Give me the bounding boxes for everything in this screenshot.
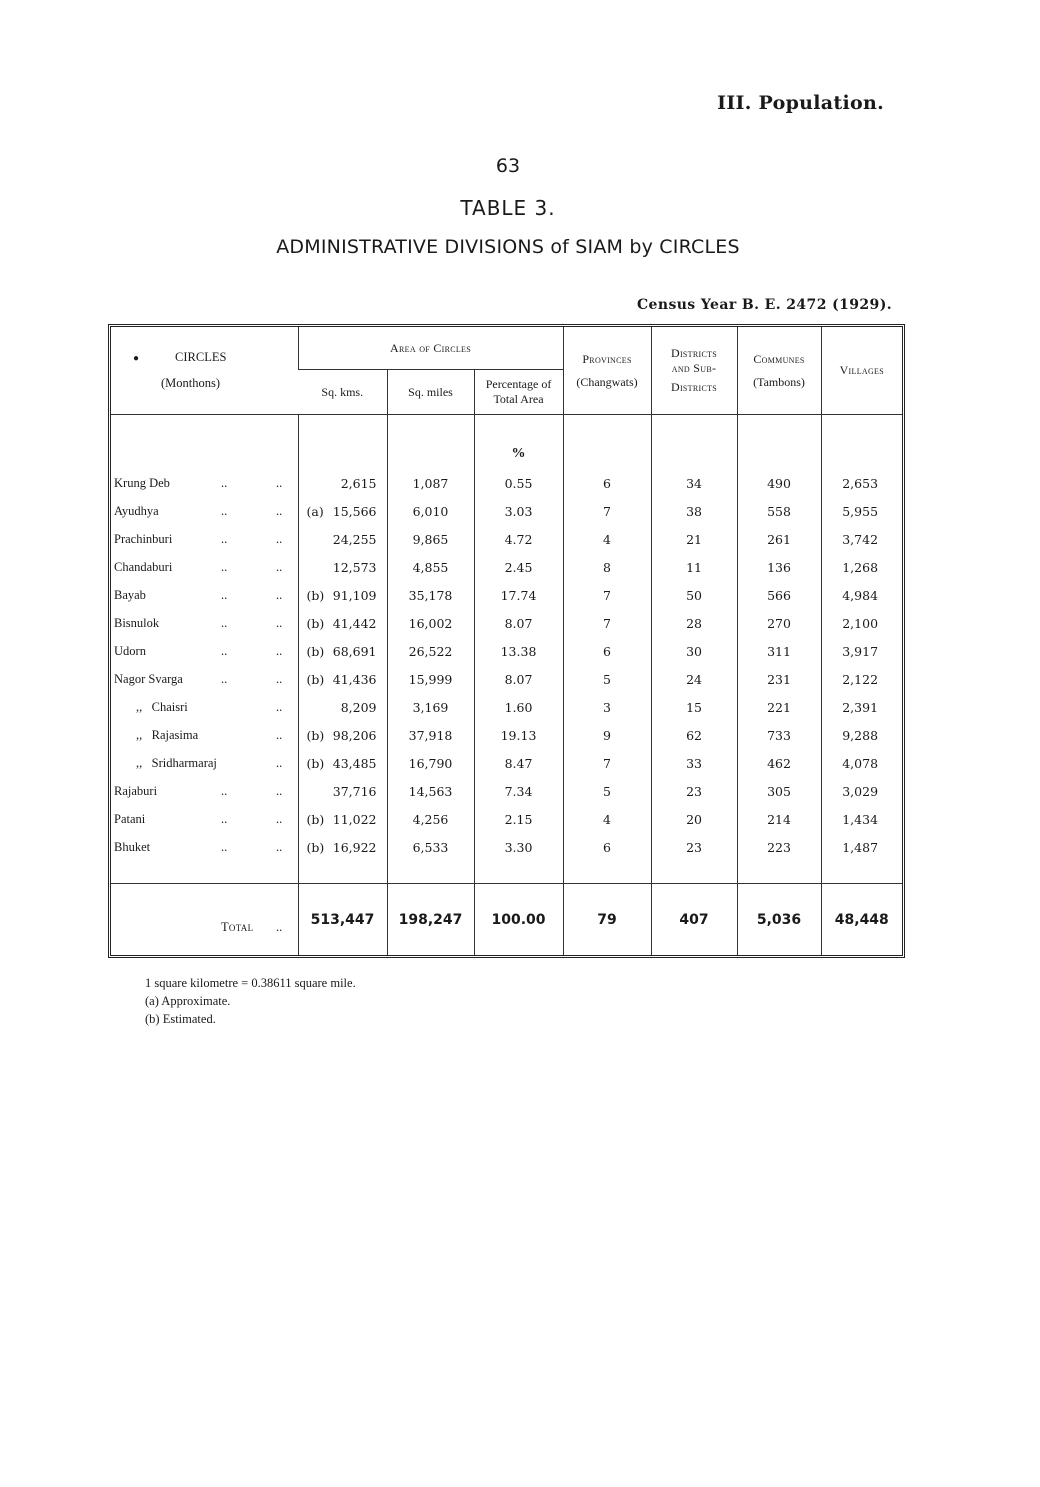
header-provinces: Provinces (Changwats) xyxy=(563,327,651,415)
footnote-conversion: 1 square kilometre = 0.38611 square mile. xyxy=(145,976,356,990)
communes-cell: 261 xyxy=(737,525,821,553)
table-row xyxy=(111,721,902,749)
districts-cell: 50 xyxy=(651,581,737,609)
communes-cell: 311 xyxy=(737,637,821,665)
provinces-cell: 3 xyxy=(563,693,651,721)
header-villages: Villages xyxy=(821,327,902,415)
page-number: 63 xyxy=(495,155,521,177)
villages-cell: 2,653 xyxy=(821,469,902,497)
percentage-cell: 0.55 xyxy=(474,469,563,497)
circle-name: Bisnulok .. .. xyxy=(114,615,283,630)
percentage-cell: 8.47 xyxy=(474,749,563,777)
districts-cell: 24 xyxy=(651,665,737,693)
table-row xyxy=(111,693,902,721)
villages-cell: 1,268 xyxy=(821,553,902,581)
sq-miles-cell: 35,178 xyxy=(387,581,474,609)
header-communes: Communes (Tambons) xyxy=(737,327,821,415)
circle-name: Krung Deb .. .. xyxy=(114,475,283,490)
sq-kms-cell: (b) 41,442 xyxy=(298,609,387,637)
header-circles: ● CIRCLES (Monthons) xyxy=(111,327,298,415)
sq-kms-cell: (b) 91,109 xyxy=(298,581,387,609)
sq-miles-cell: 4,855 xyxy=(387,553,474,581)
villages-cell: 2,100 xyxy=(821,609,902,637)
villages-cell: 2,391 xyxy=(821,693,902,721)
districts-cell: 30 xyxy=(651,637,737,665)
header-sq-miles: Sq. miles xyxy=(387,370,474,415)
sq-kms-cell: (b) 16,922 xyxy=(298,833,387,861)
header-area-group: Area of Circles xyxy=(298,327,563,370)
villages-cell: 3,742 xyxy=(821,525,902,553)
sq-kms-cell: 2,615 xyxy=(298,469,387,497)
provinces-cell: 6 xyxy=(563,469,651,497)
header-percentage: Percentage of Total Area xyxy=(474,370,563,415)
sq-miles-cell: 14,563 xyxy=(387,777,474,805)
circle-name: Chandaburi .. .. xyxy=(114,559,283,574)
provinces-cell: 7 xyxy=(563,749,651,777)
footnote-approximate: (a) Approximate. xyxy=(145,994,231,1008)
villages-cell: 9,288 xyxy=(821,721,902,749)
sq-miles-cell: 4,256 xyxy=(387,805,474,833)
communes-cell: 270 xyxy=(737,609,821,637)
header-districts: Districts and Sub- Districts xyxy=(651,327,737,415)
circle-name: Bayab .. .. xyxy=(114,587,283,602)
provinces-cell: 8 xyxy=(563,553,651,581)
sq-miles-cell: 9,865 xyxy=(387,525,474,553)
table-row xyxy=(111,665,902,693)
communes-cell: 558 xyxy=(737,497,821,525)
circle-name: Prachinburi .. .. xyxy=(114,531,283,546)
sq-kms-cell: (b) 43,485 xyxy=(298,749,387,777)
header-sq-kms: Sq. kms. xyxy=(298,370,387,415)
provinces-cell: 4 xyxy=(563,805,651,833)
provinces-cell: 7 xyxy=(563,497,651,525)
provinces-cell: 5 xyxy=(563,665,651,693)
table-title: ADMINISTRATIVE DIVISIONS of SIAM by CIRCLES xyxy=(276,236,740,258)
sq-kms-cell: 12,573 xyxy=(298,553,387,581)
total-row xyxy=(111,884,902,955)
percentage-cell: 8.07 xyxy=(474,665,563,693)
sq-kms-cell: (b) 11,022 xyxy=(298,805,387,833)
communes-cell: 490 xyxy=(737,469,821,497)
provinces-cell: 6 xyxy=(563,833,651,861)
sq-miles-cell: 16,002 xyxy=(387,609,474,637)
total-districts: 407 xyxy=(651,884,737,955)
sq-kms-cell: (a) 15,566 xyxy=(298,497,387,525)
districts-cell: 21 xyxy=(651,525,737,553)
total-communes: 5,036 xyxy=(737,884,821,955)
circle-name: Bhuket .. .. xyxy=(114,839,283,854)
villages-cell: 5,955 xyxy=(821,497,902,525)
total-sq-kms: 513,447 xyxy=(298,884,387,955)
provinces-cell: 7 xyxy=(563,609,651,637)
provinces-cell: 5 xyxy=(563,777,651,805)
percentage-cell: 4.72 xyxy=(474,525,563,553)
table-row xyxy=(111,749,902,777)
table-row xyxy=(111,525,902,553)
districts-cell: 28 xyxy=(651,609,737,637)
percentage-cell: 3.03 xyxy=(474,497,563,525)
sq-miles-cell: 6,533 xyxy=(387,833,474,861)
districts-cell: 15 xyxy=(651,693,737,721)
villages-cell: 1,434 xyxy=(821,805,902,833)
sq-kms-cell: 8,209 xyxy=(298,693,387,721)
percent-symbol: % xyxy=(474,439,563,469)
districts-cell: 34 xyxy=(651,469,737,497)
provinces-cell: 6 xyxy=(563,637,651,665)
districts-cell: 33 xyxy=(651,749,737,777)
table-row xyxy=(111,637,902,665)
districts-cell: 20 xyxy=(651,805,737,833)
table-row xyxy=(111,469,902,497)
total-sq-miles: 198,247 xyxy=(387,884,474,955)
communes-cell: 733 xyxy=(737,721,821,749)
sq-kms-cell: (b) 98,206 xyxy=(298,721,387,749)
provinces-cell: 4 xyxy=(563,525,651,553)
circle-name: Nagor Svarga .. .. xyxy=(114,671,283,686)
villages-cell: 1,487 xyxy=(821,833,902,861)
villages-cell: 3,029 xyxy=(821,777,902,805)
communes-cell: 462 xyxy=(737,749,821,777)
districts-cell: 38 xyxy=(651,497,737,525)
communes-cell: 566 xyxy=(737,581,821,609)
circle-name: ,, Chaisri .. xyxy=(136,699,283,714)
section-title: III. Population. xyxy=(717,92,884,114)
table-label: TABLE 3. xyxy=(460,196,556,220)
percentage-cell: 19.13 xyxy=(474,721,563,749)
sq-kms-cell: 37,716 xyxy=(298,777,387,805)
provinces-cell: 9 xyxy=(563,721,651,749)
communes-cell: 223 xyxy=(737,833,821,861)
sq-miles-cell: 6,010 xyxy=(387,497,474,525)
circle-name: ,, Rajasima .. xyxy=(136,727,283,742)
sq-kms-cell: 24,255 xyxy=(298,525,387,553)
table-row xyxy=(111,581,902,609)
sq-miles-cell: 37,918 xyxy=(387,721,474,749)
table-row xyxy=(111,805,902,833)
percentage-cell: 2.15 xyxy=(474,805,563,833)
villages-cell: 4,078 xyxy=(821,749,902,777)
divisions-table xyxy=(108,324,905,958)
circle-name: Rajaburi .. .. xyxy=(114,783,283,798)
circle-name: Udorn .. .. xyxy=(114,643,283,658)
percentage-cell: 1.60 xyxy=(474,693,563,721)
districts-cell: 11 xyxy=(651,553,737,581)
total-label: Total .. xyxy=(221,919,283,934)
total-provinces: 79 xyxy=(563,884,651,955)
table-row xyxy=(111,609,902,637)
total-villages: 48,448 xyxy=(821,884,902,955)
sq-miles-cell: 1,087 xyxy=(387,469,474,497)
percentage-cell: 13.38 xyxy=(474,637,563,665)
table-row xyxy=(111,497,902,525)
sq-miles-cell: 16,790 xyxy=(387,749,474,777)
percentage-cell: 17.74 xyxy=(474,581,563,609)
communes-cell: 305 xyxy=(737,777,821,805)
percentage-cell: 3.30 xyxy=(474,833,563,861)
sq-miles-cell: 3,169 xyxy=(387,693,474,721)
communes-cell: 221 xyxy=(737,693,821,721)
table-row xyxy=(111,777,902,805)
sq-kms-cell: (b) 68,691 xyxy=(298,637,387,665)
circle-name: Patani .. .. xyxy=(114,811,283,826)
villages-cell: 3,917 xyxy=(821,637,902,665)
footnote-estimated: (b) Estimated. xyxy=(145,1012,216,1026)
provinces-cell: 7 xyxy=(563,581,651,609)
villages-cell: 4,984 xyxy=(821,581,902,609)
communes-cell: 136 xyxy=(737,553,821,581)
sq-miles-cell: 26,522 xyxy=(387,637,474,665)
table-row xyxy=(111,553,902,581)
districts-cell: 23 xyxy=(651,833,737,861)
total-percentage: 100.00 xyxy=(474,884,563,955)
communes-cell: 231 xyxy=(737,665,821,693)
villages-cell: 2,122 xyxy=(821,665,902,693)
percentage-cell: 8.07 xyxy=(474,609,563,637)
circle-name: Ayudhya .. .. xyxy=(114,503,283,518)
sq-miles-cell: 15,999 xyxy=(387,665,474,693)
districts-cell: 23 xyxy=(651,777,737,805)
census-year: Census Year B. E. 2472 (1929). xyxy=(637,297,892,313)
percentage-cell: 2.45 xyxy=(474,553,563,581)
communes-cell: 214 xyxy=(737,805,821,833)
table-row xyxy=(111,833,902,861)
sq-kms-cell: (b) 41,436 xyxy=(298,665,387,693)
percentage-cell: 7.34 xyxy=(474,777,563,805)
circle-name: ,, Sridharmaraj .. xyxy=(136,755,283,770)
districts-cell: 62 xyxy=(651,721,737,749)
footnotes xyxy=(145,974,356,1028)
